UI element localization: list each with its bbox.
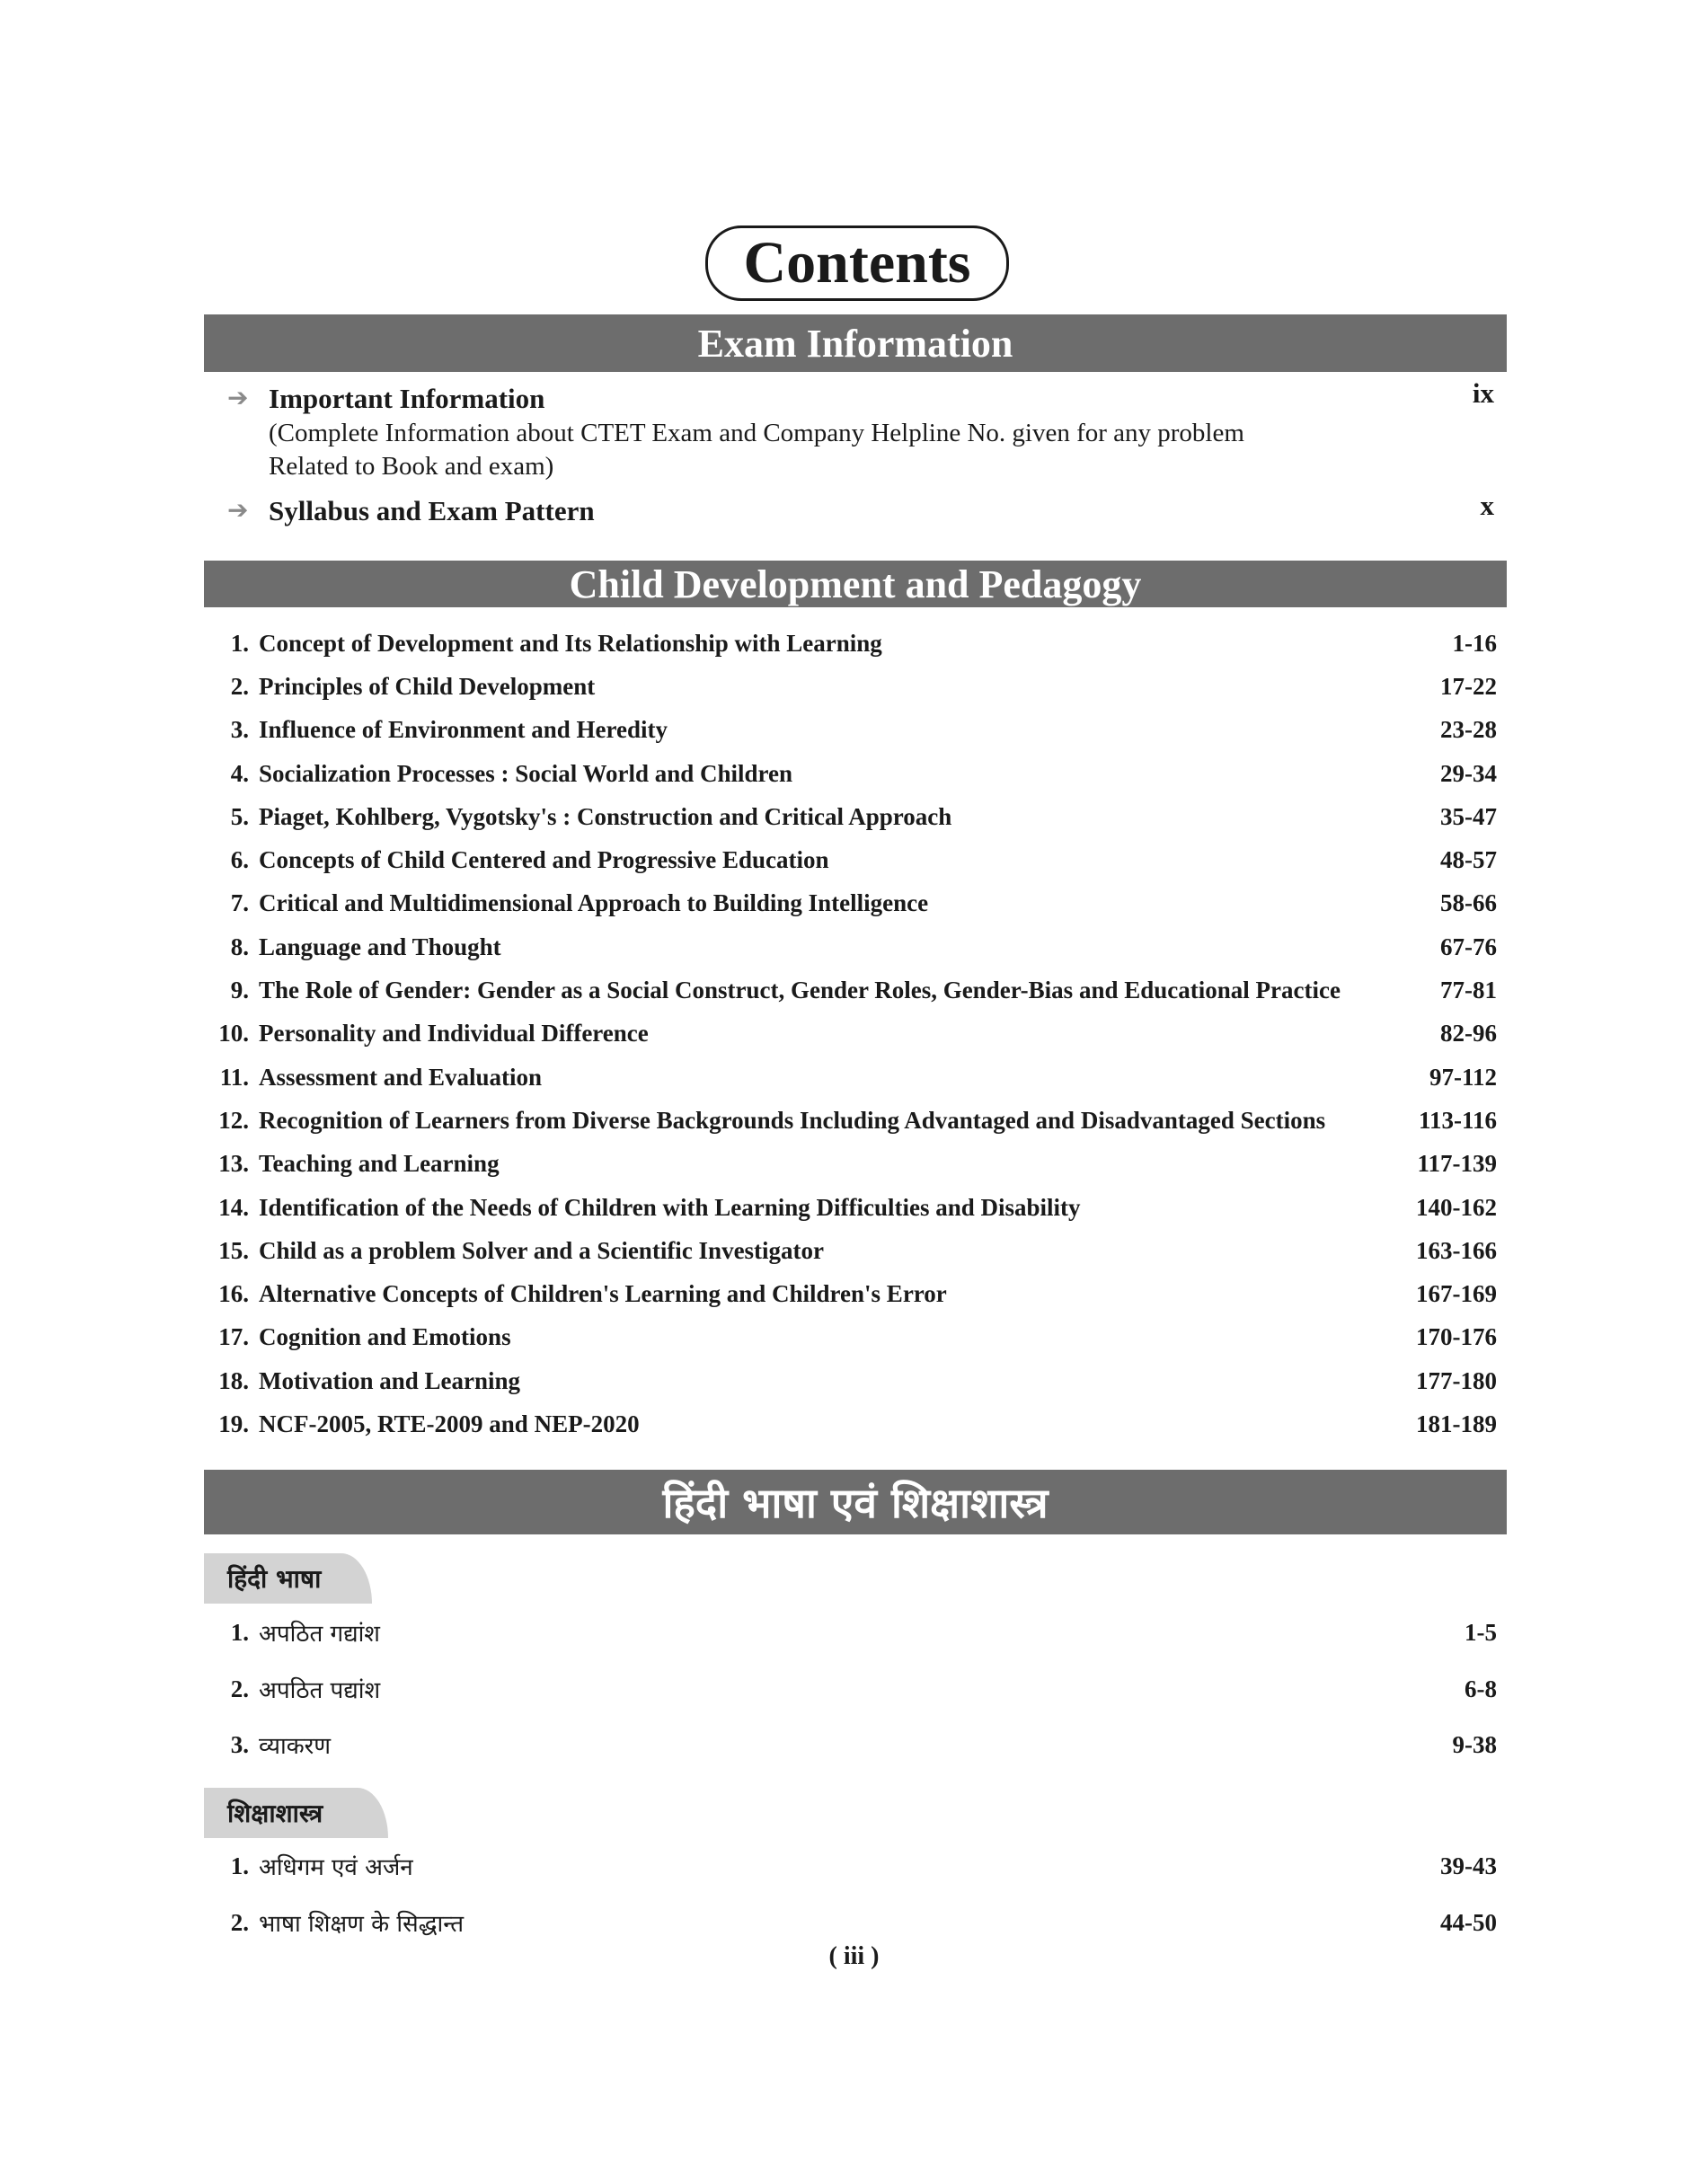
row-title: NCF-2005, RTE-2009 and NEP-2020 bbox=[259, 1410, 640, 1437]
row-title: Personality and Individual Difference bbox=[259, 1020, 649, 1048]
row-number: 15. bbox=[218, 1236, 249, 1264]
row-number: 7. bbox=[230, 889, 249, 917]
row-page: 1-16 bbox=[1452, 629, 1497, 657]
toc-row[interactable] bbox=[204, 1402, 1497, 1445]
toc-row[interactable] bbox=[204, 1143, 1497, 1186]
row-title: अधिगम एवं अर्जन bbox=[259, 1854, 413, 1881]
row-page: 29-34 bbox=[1440, 759, 1497, 787]
toc-row[interactable] bbox=[204, 1316, 1497, 1359]
arrow-right-icon: ➔ bbox=[227, 497, 249, 525]
toc-row[interactable] bbox=[204, 1359, 1497, 1402]
row-title: Socialization Processes : Social World and Children bbox=[259, 759, 793, 787]
row-number: 1. bbox=[230, 1618, 249, 1646]
section-banner-child-development: Child Development and Pedagogy bbox=[204, 561, 1507, 607]
section-banner-hindi: हिंदी भाषा एवं शिक्षाशास्त्र bbox=[204, 1470, 1507, 1534]
section-banner-exam-information: Exam Information bbox=[204, 314, 1507, 372]
row-title: Recognition of Learners from Diverse Backgrounds Including Advantaged and Disadvantaged Sections bbox=[259, 1106, 1326, 1134]
toc-row[interactable] bbox=[204, 1012, 1497, 1056]
page-title: Contents bbox=[705, 225, 1009, 301]
row-title: Teaching and Learning bbox=[259, 1150, 500, 1178]
toc-row[interactable] bbox=[204, 1056, 1497, 1099]
row-number: 3. bbox=[230, 1730, 249, 1758]
row-title: Concepts of Child Centered and Progressive Education bbox=[259, 846, 829, 874]
row-number: 2. bbox=[230, 1675, 249, 1702]
entry-page: x bbox=[1480, 490, 1494, 521]
toc-row[interactable] bbox=[204, 1848, 1497, 1884]
row-title: Critical and Multidimensional Approach to Building Intelligence bbox=[259, 889, 929, 917]
toc-row[interactable] bbox=[204, 665, 1497, 708]
toc-row[interactable] bbox=[204, 1905, 1497, 1940]
row-number: 11. bbox=[219, 1063, 249, 1091]
row-page: 39-43 bbox=[1440, 1852, 1497, 1879]
row-page: 48-57 bbox=[1440, 846, 1497, 874]
row-number: 10. bbox=[218, 1020, 249, 1048]
subsection-tab-shikshashastra: शिक्षाशास्त्र bbox=[204, 1788, 388, 1838]
toc-row[interactable] bbox=[204, 882, 1497, 925]
toc-row[interactable] bbox=[204, 622, 1497, 665]
row-page: 82-96 bbox=[1440, 1020, 1497, 1048]
row-page: 44-50 bbox=[1440, 1908, 1497, 1936]
row-page: 163-166 bbox=[1416, 1236, 1497, 1264]
arrow-right-icon: ➔ bbox=[227, 385, 249, 412]
row-page: 6-8 bbox=[1465, 1675, 1497, 1702]
row-title: Alternative Concepts of Children's Learning and Children's Error bbox=[259, 1280, 947, 1308]
description-line: Related to Book and exam) bbox=[269, 452, 554, 481]
row-page: 35-47 bbox=[1440, 802, 1497, 830]
toc-row[interactable] bbox=[204, 1272, 1497, 1315]
row-number: 16. bbox=[218, 1280, 249, 1308]
row-page: 58-66 bbox=[1440, 889, 1497, 917]
row-number: 1. bbox=[230, 1852, 249, 1879]
toc-row[interactable] bbox=[204, 1186, 1497, 1229]
row-page: 167-169 bbox=[1416, 1280, 1497, 1308]
row-title: Principles of Child Development bbox=[259, 672, 596, 700]
toc-row[interactable] bbox=[204, 1671, 1497, 1707]
row-number: 4. bbox=[230, 759, 249, 787]
row-number: 8. bbox=[230, 933, 249, 960]
row-page: 177-180 bbox=[1416, 1366, 1497, 1394]
row-title: भाषा शिक्षण के सिद्धान्त bbox=[259, 1911, 465, 1938]
row-page: 170-176 bbox=[1416, 1323, 1497, 1351]
row-page: 1-5 bbox=[1465, 1618, 1497, 1646]
row-page: 23-28 bbox=[1440, 716, 1497, 744]
row-title: Influence of Environment and Heredity bbox=[259, 716, 668, 744]
row-title: व्याकरण bbox=[259, 1733, 332, 1760]
row-page: 140-162 bbox=[1416, 1193, 1497, 1221]
row-page: 113-116 bbox=[1418, 1106, 1497, 1134]
row-number: 2. bbox=[230, 1908, 249, 1936]
row-title: Language and Thought bbox=[259, 933, 501, 960]
toc-row[interactable] bbox=[204, 795, 1497, 838]
row-page: 97-112 bbox=[1429, 1063, 1497, 1091]
row-title: Motivation and Learning bbox=[259, 1366, 521, 1394]
row-page: 117-139 bbox=[1417, 1150, 1497, 1178]
row-number: 12. bbox=[218, 1106, 249, 1134]
toc-row[interactable] bbox=[204, 1727, 1497, 1763]
toc-row[interactable] bbox=[204, 968, 1497, 1012]
entry-title: Important Information bbox=[269, 383, 545, 414]
row-title: अपठित पद्यांश bbox=[259, 1677, 381, 1704]
row-title: Child as a problem Solver and a Scientific Investigator bbox=[259, 1236, 825, 1264]
row-page: 9-38 bbox=[1452, 1730, 1497, 1758]
row-number: 18. bbox=[218, 1366, 249, 1394]
row-number: 1. bbox=[230, 629, 249, 657]
row-title: Cognition and Emotions bbox=[259, 1323, 511, 1351]
row-page: 77-81 bbox=[1440, 977, 1497, 1004]
row-title: Concept of Development and Its Relationship with Learning bbox=[259, 629, 882, 657]
subsection-tab-hindi-bhasha: हिंदी भाषा bbox=[204, 1553, 372, 1604]
toc-row[interactable] bbox=[204, 752, 1497, 795]
row-page: 181-189 bbox=[1416, 1410, 1497, 1437]
row-number: 17. bbox=[218, 1323, 249, 1351]
row-title: The Role of Gender: Gender as a Social Construct, Gender Roles, Gender-Bias and Educational Practice bbox=[259, 977, 1341, 1004]
toc-row[interactable] bbox=[204, 838, 1497, 881]
row-number: 5. bbox=[230, 802, 249, 830]
entry-title: Syllabus and Exam Pattern bbox=[269, 495, 595, 526]
row-page: 67-76 bbox=[1440, 933, 1497, 960]
row-page: 17-22 bbox=[1440, 672, 1497, 700]
toc-row[interactable] bbox=[204, 709, 1497, 752]
row-title: Identification of the Needs of Children with Learning Difficulties and Disability bbox=[259, 1193, 1081, 1221]
row-number: 13. bbox=[218, 1150, 249, 1178]
row-number: 6. bbox=[230, 846, 249, 874]
row-number: 14. bbox=[218, 1193, 249, 1221]
toc-row[interactable] bbox=[204, 1229, 1497, 1272]
row-number: 3. bbox=[230, 716, 249, 744]
row-title: अपठित गद्यांश bbox=[259, 1621, 380, 1648]
entry-description bbox=[269, 417, 1347, 483]
row-number: 9. bbox=[230, 977, 249, 1004]
toc-row[interactable] bbox=[204, 925, 1497, 968]
description-line: (Complete Information about CTET Exam and Company Helpline No. given for any problem bbox=[269, 419, 1244, 447]
row-number: 19. bbox=[218, 1410, 249, 1437]
page-number: ( iii ) bbox=[828, 1942, 880, 1970]
toc-row[interactable] bbox=[204, 1099, 1497, 1142]
toc-row[interactable] bbox=[204, 1614, 1497, 1650]
entry-page: ix bbox=[1472, 377, 1494, 409]
row-title: Piaget, Kohlberg, Vygotsky's : Construction and Critical Approach bbox=[259, 802, 952, 830]
cdp-toc-list bbox=[204, 622, 1497, 1446]
row-title: Assessment and Evaluation bbox=[259, 1063, 543, 1091]
row-number: 2. bbox=[230, 672, 249, 700]
